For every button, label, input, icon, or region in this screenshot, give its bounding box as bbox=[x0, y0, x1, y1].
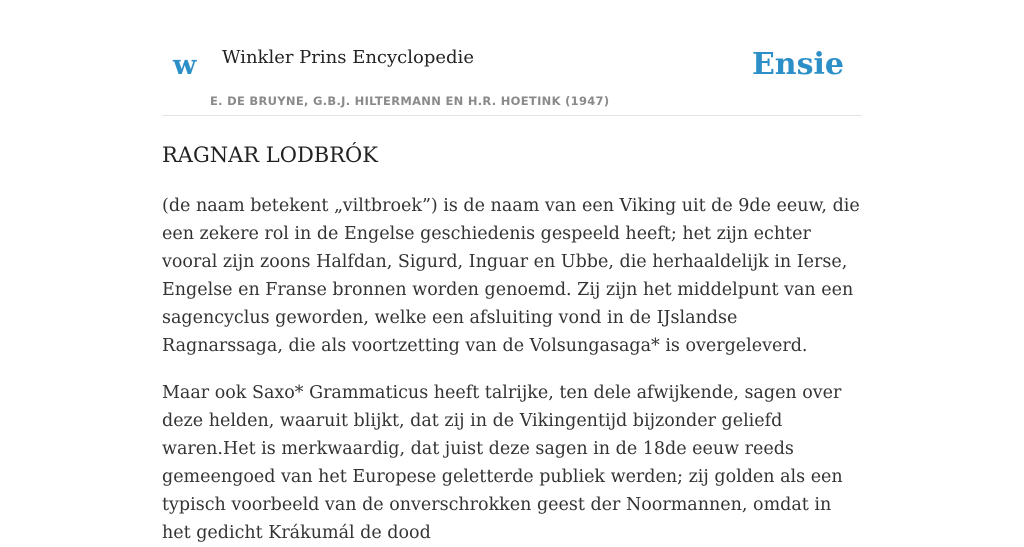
entry-content bbox=[162, 140, 862, 547]
publication-title[interactable]: Winkler Prins Encyclopedie bbox=[222, 47, 474, 68]
publication-logo-icon[interactable]: w bbox=[173, 50, 197, 81]
entry-paragraph-1: (de naam betekent „viltbroek”) is de naam van een Viking uit de 9de eeuw, die een zekere rol in de Engelse geschiedenis gespeeld heeft; het zijn echter vooral zijn zoons Halfdan, Sigurd, Inguar en Ubbe, die herhaaldelijk in Ierse, Engelse en Franse bronnen worden genoemd. Zij zijn het middelpunt van een sagencyclus geworden, welke een afsluiting vond in de IJslandse Ragnarssaga, die als voortzetting van de Volsungasaga* is overgeleverd. bbox=[162, 196, 860, 356]
ensie-brand-logo[interactable]: Ensie bbox=[751, 47, 844, 82]
entry-title: RAGNAR LODBRÓK bbox=[162, 143, 378, 167]
publication-authors: E. DE BRUYNE, G.B.J. HILTERMANN EN H.R. HOETINK (1947) bbox=[210, 94, 610, 108]
entry-paragraph-2: Maar ook Saxo* Grammaticus heeft talrijke, ten dele afwijkende, sagen over deze helden, waaruit blijkt, dat zij in de Vikingentijd bijzonder geliefd waren.Het is merkwaardig, dat juist deze sagen in de 18de eeuw reeds gemeengoed van het Europese geletterde publiek werden; zij golden als een typisch voorbeeld van de onverschrokken geest der Noormannen, omdat in het gedicht Krákumál de dood bbox=[162, 383, 843, 543]
publication-header bbox=[162, 36, 862, 116]
